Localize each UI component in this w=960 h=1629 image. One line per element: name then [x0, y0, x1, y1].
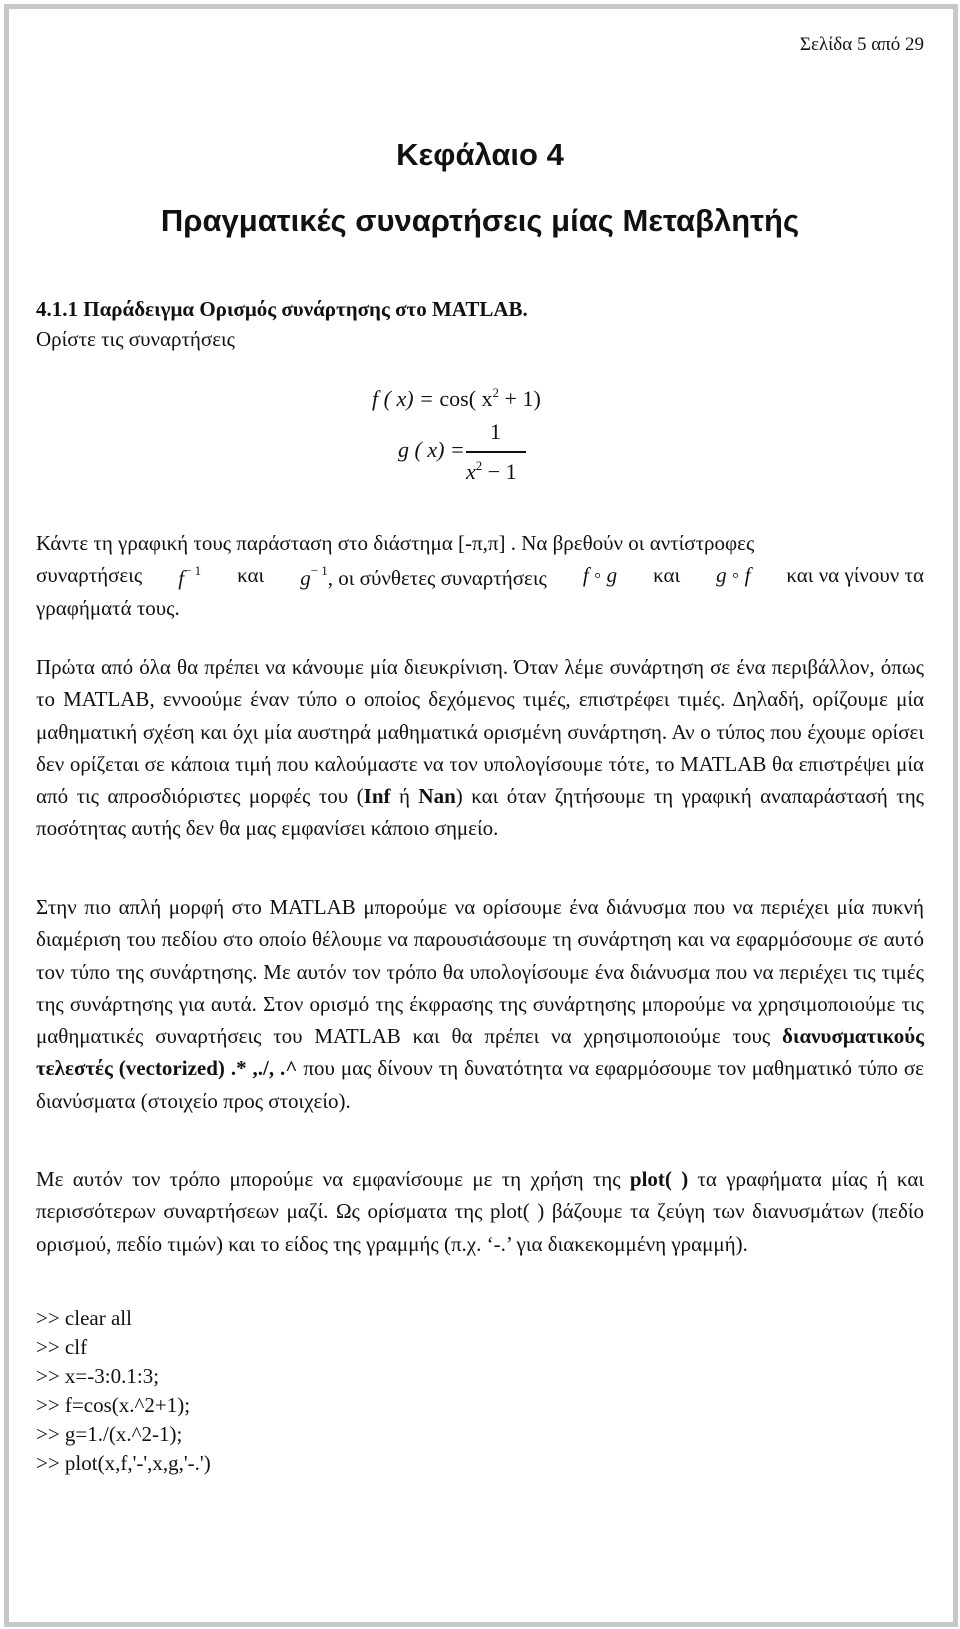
code-line: >> g=1./(x.^2-1); [36, 1422, 183, 1446]
page-number: Σελίδα 5 από 29 [799, 34, 924, 55]
f-inverse [178, 563, 201, 591]
equation-f-rhs: cos( x [439, 386, 493, 411]
code-line: >> x=-3:0.1:3; [36, 1364, 160, 1388]
equation-f [372, 385, 541, 412]
code-line: >> plot(x,f,'-',x,g,'-.') [36, 1451, 211, 1475]
paragraph-2-text-a: Στην πιο απλή μορφή στο MATLAB μπορούμε να ορίσουμε ένα διάνυσμα που να περιέχει μία πυκνή διαμέριση του πεδίου στο οποίο θέλουμε να παρουσιάσουμε τη συνάρτηση και να εφαρμόσουμε σε αυτό τον τύπο της συνάρτησης. Με αυτόν τον τρόπο θα υπολογίσουμε ένα διάνυσμα που να περιέχει τις τιμές της συνάρτησης για αυτά. Στον ορισμό της έκφρασης της συνάρτησης μπορούμε να χρησιμοποιούμε τις μαθηματικές συναρτήσεις του MATLAB και θα πρέπει να χρησιμοποιούμε τους [36, 895, 924, 1049]
code-line: >> clf [36, 1335, 88, 1359]
task-text-a: συναρτήσεις [36, 563, 143, 587]
equation-g-lhs: g ( x) = [398, 437, 465, 462]
code-line: >> clear all [36, 1306, 132, 1330]
intro-text: Ορίστε τις συναρτήσεις [36, 327, 235, 351]
g-inverse-exponent: − 1 [310, 563, 328, 578]
equation-g-den-tail: − 1 [482, 459, 517, 484]
paragraph-1-text-a: Πρώτα από όλα θα πρέπει να κάνουμε μία διευκρίνιση. Όταν λέμε συνάρτηση σε ένα περιβάλλον, όπως το MATLAB, εννοούμε έναν τύπο ο οποίος δεχόμενος τιμές, επιστρέφει τιμές. Δηλαδή, ορίζουμε μία μαθηματική σχέση και όχι μία αυστηρά μαθηματικά ορισμένη συνάρτηση. Αν ο τύπος που έχουμε ορίσει δεν ορίζεται σε κάποια τιμή που καλούμαστε να τον υπολογίσουμε τότε, το MATLAB θα επιστρέψει μία από τις απροσδιόριστες μορφές του ( [36, 655, 924, 809]
vectorized-operators: διανυσματικούς τελεστές (vectorized) .* ,./, .^ [36, 1024, 924, 1081]
paragraph-1 [36, 651, 924, 845]
plot-keyword: plot( ) [629, 1167, 689, 1191]
task-and-1: και [237, 563, 265, 587]
paragraph-2-text-b: που μας δίνουν τη δυνατότητα να εφαρμόσουμε τον μαθηματικό τύπο σε διανύσματα (στοιχείο προς στοιχείο). [36, 1056, 924, 1113]
g-inverse-symbol: g [300, 566, 311, 590]
equation-g-den-exponent: 2 [475, 458, 483, 473]
paragraph-3-text-b: τα γραφήματα μίας ή και περισσότερων συναρτήσεων μαζί. Ως ορίσματα της plot( ) βάζουμε τα ζεύγη των διανυσμάτων (πεδίο ορισμού, πεδίο τιμών) και το είδος της γραμμής (π.χ. ‘-.’ για διακεκομμένη γραμμή). [36, 1167, 924, 1256]
chapter-title: Πραγματικές συναρτήσεις μίας Μεταβλητής [160, 203, 800, 238]
chapter-number: Κεφάλαιο 4 [396, 137, 564, 172]
task-line-2 [36, 563, 924, 591]
equation-f-tail: + 1) [499, 386, 541, 411]
equation-g-denominator [466, 458, 517, 485]
code-line: >> f=cos(x.^2+1); [36, 1393, 191, 1417]
composition-gf: g ◦ f [716, 563, 751, 587]
f-inverse-exponent: − 1 [184, 563, 202, 578]
task-text-c: και να γίνουν τα [786, 563, 924, 587]
paragraph-1-or: ή [390, 784, 419, 809]
inf-keyword: Inf [363, 784, 391, 809]
paragraph-1-text-b: ) και όταν ζητήσουμε τη γραφική αναπαράστασή της ποσότητας αυτής δεν θα μας εμφανίσει κάποιο σημείο. [36, 784, 924, 841]
paragraph-3 [36, 1163, 924, 1260]
equation-g-den-x: x [466, 459, 476, 484]
f-inverse-symbol: f [178, 566, 185, 590]
composition-fg: f ◦ g [582, 563, 618, 587]
task-line-1: Κάντε τη γραφική τους παράσταση στο διάστημα [-π,π] . Να βρεθούν οι αντίστροφες [36, 531, 755, 555]
nan-keyword: Nan [418, 784, 456, 809]
task-and-2: και [653, 563, 681, 587]
paragraph-2 [36, 891, 924, 1117]
task-line-3: γραφήματά τους. [36, 596, 180, 620]
task-text-b: , οι σύνθετες συναρτήσεις [327, 566, 547, 590]
fraction-bar [466, 451, 526, 453]
equation-f-exponent: 2 [492, 385, 500, 400]
equation-g-numerator: 1 [490, 419, 501, 444]
equation-f-lhs: f ( x) = [372, 386, 440, 411]
section-heading: 4.1.1 Παράδειγμα Ορισμός συνάρτησης στο MATLAB. [36, 297, 528, 321]
g-inverse [300, 563, 547, 591]
paragraph-3-text-a: Με αυτόν τον τρόπο μπορούμε να εμφανίσουμε με τη χρήση της [36, 1167, 630, 1191]
